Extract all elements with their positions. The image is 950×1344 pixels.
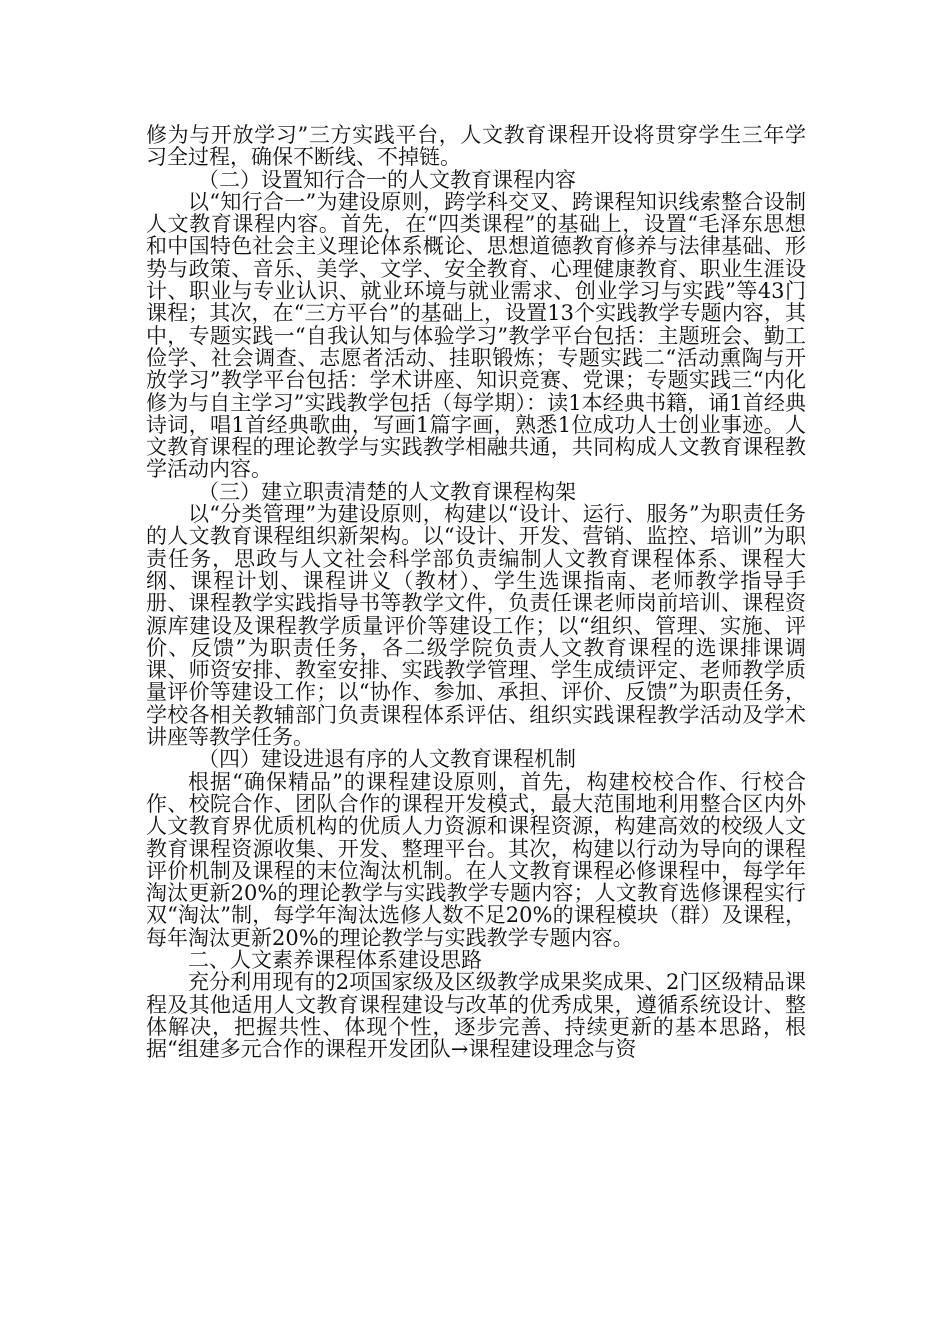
document-page: [146, 124, 806, 1060]
paragraph-course-content: 以“知行合一”为建设原则，跨学科交叉、跨课程知识线索整合设制人文教育课程内容。首先，在“四类课程”的基础上，设置“毛泽东思想和中国特色社会主义理论体系概论、思想道德教育修养与法律基础、形势与政策、音乐、美学、文学、安全教育、心理健康教育、职业生涯设计、职业与专业认识、就业环境与就业需求、创业学习与实践”等43门课程；其次，在“三方平台”的基础上，设置13个实践教学专题内容，其中，专题实践一“自我认知与体验学习”教学平台包括：主题班会、勤工俭学、社会调查、志愿者活动、挂职锻炼；专题实践二“活动熏陶与开放学习”教学平台包括：学术讲座、知识竞赛、党课；专题实践三“内化修为与自主学习”实践教学包括（每学期）：读1本经典书籍，诵1首经典诗词，唱1首经典歌曲，写画1篇字画，熟悉1位成功人士创业事迹。人文教育课程的理论教学与实践教学相融共通，共同构成人文教育课程教学活动内容。: [146, 189, 806, 482]
paragraph-course-mechanism: 根据“确保精品”的课程建设原则，首先，构建校校合作、行校合作、校院合作、团队合作的课程开发模式，最大范围地利用整合区内外人文教育界优质机构的优质人力资源和课程资源，构建高效的校级人文教育课程资源收集、开发、整理平台。其次，构建以行动为导向的课程评价机制及课程的末位淘汰机制。在人文教育课程必修课程中，每学年淘汰更新20%的理论教学与实践教学专题内容；人文教育选修课程实行双“淘汰”制，每学年淘汰选修人数不足20%的课程模块（群）及课程，每年淘汰更新20%的理论教学与实践教学专题内容。: [146, 769, 806, 950]
paragraph-intro-continuation: 修为与开放学习”三方实践平台，人文教育课程开设将贯穿学生三年学习全过程，确保不断线、不掉链。: [146, 123, 806, 170]
paragraph-construction-ideas: 充分利用现有的2项国家级及区级教学成果奖成果、2门区级精品课程及其他适用人文教育课程建设与改革的优秀成果，遵循系统设计、整体解决，把握共性、体现个性，逐步完善、持续更新的基本思路，根据“组建多元合作的课程开发团队→课程建设理念与资: [146, 970, 806, 1062]
paragraph-course-framework: 以“分类管理”为建设原则，构建以“设计、运行、服务”为职责任务的人文教育课程组织新架构。以“设计、开发、营销、监控、培训”为职责任务，思政与人文社会科学部负责编制人文教育课程体系、课程大纲、课程计划、课程讲义（教材）、学生选课指南、老师教学指导手册、课程教学实践指导书等教学文件，负责任课老师岗前培训、课程资源库建设及课程教学质量评价等建设工作；以“组织、管理、实施、评价、反馈”为职责任务，各二级学院负责人文教育课程的选课排课调课、师资安排、教室安排、实践教学管理、学生成绩评定、老师教学质量评价等建设工作；以“协作、参加、承担、评价、反馈”为职责任务，学校各相关教辅部门负责课程体系评估、组织实践课程教学活动及学术讲座等教学任务。: [146, 502, 806, 750]
chapter-heading-2: 二、人文素养课程体系建设思路: [188, 947, 482, 972]
section-heading-4: （四）建设进退有序的人文教育课程机制: [198, 747, 576, 772]
section-heading-2: （二）设置知行合一的人文教育课程内容: [198, 167, 576, 192]
section-heading-3: （三）建立职责清楚的人文教育课程构架: [198, 479, 576, 504]
